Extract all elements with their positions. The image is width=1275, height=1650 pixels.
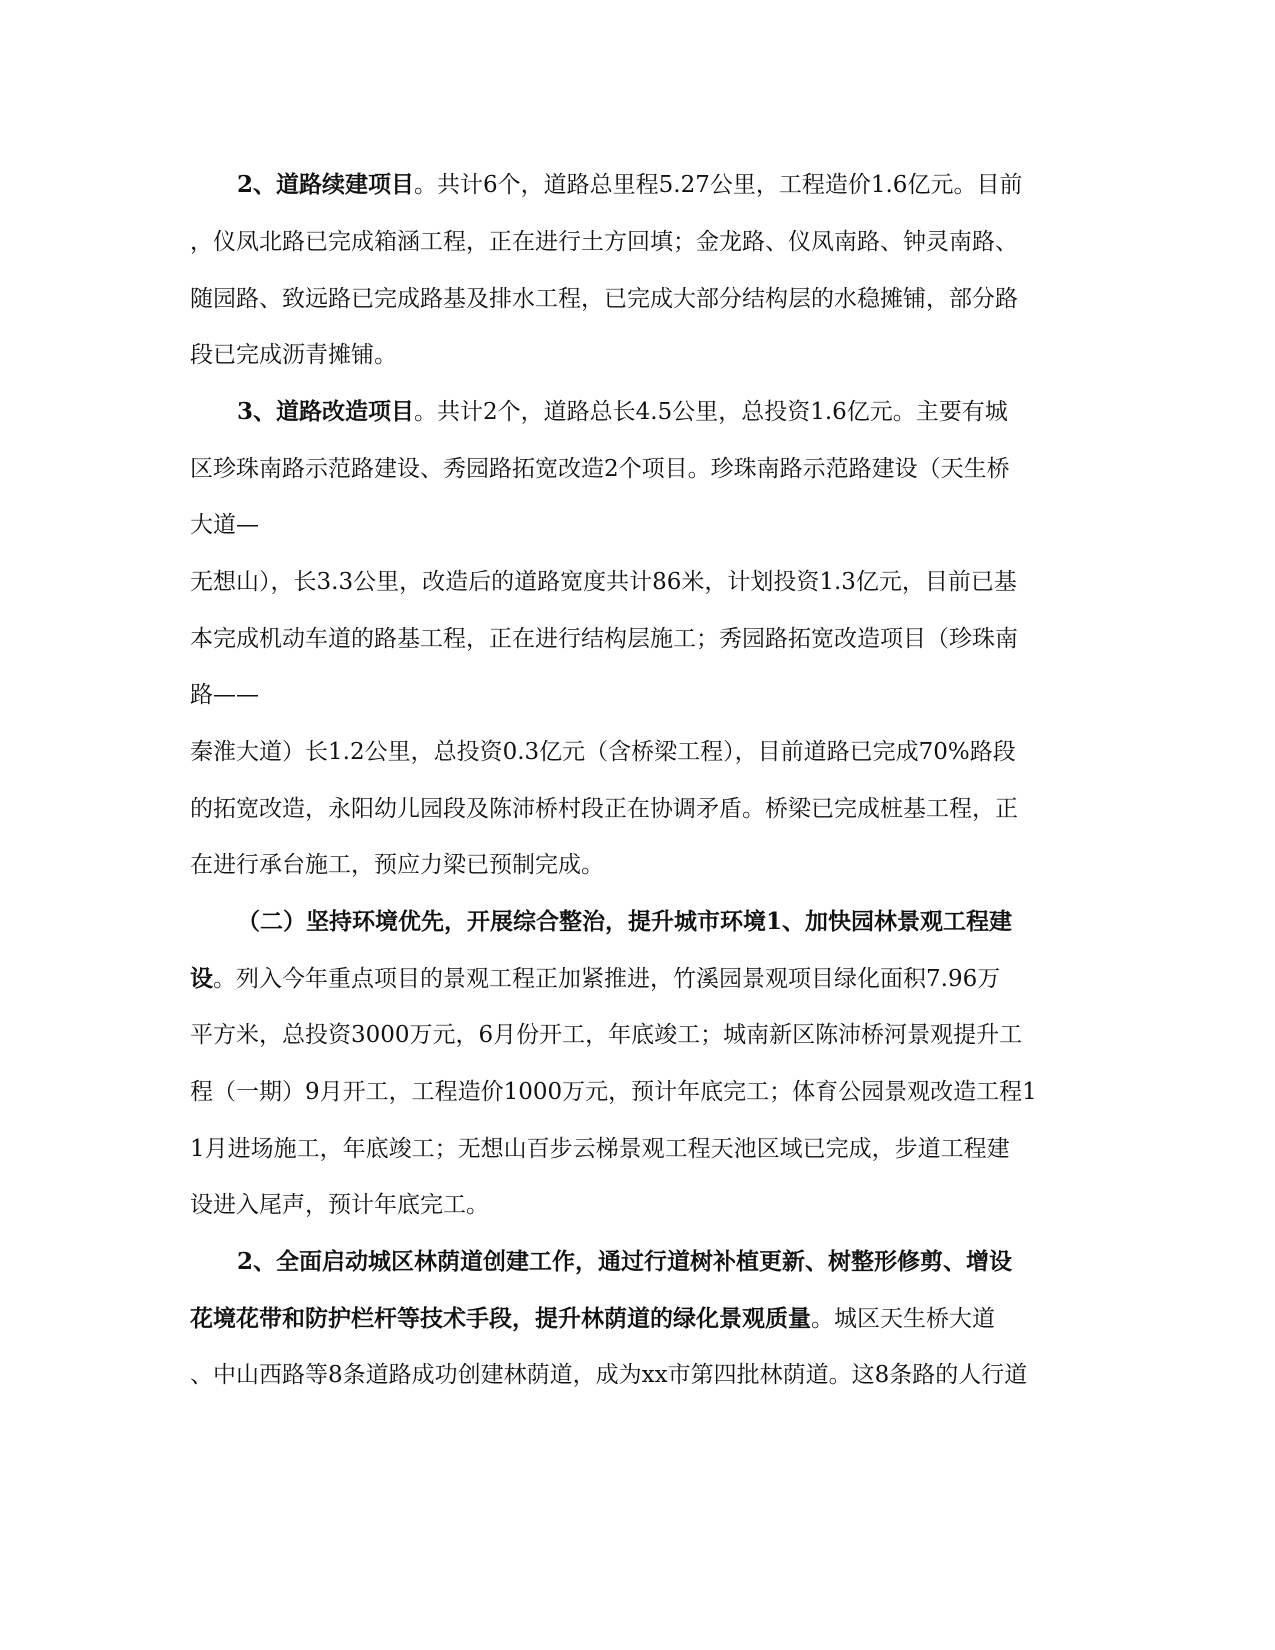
- p1-line-3: 随园路、致远路已完成路基及排水工程，已完成大部分结构层的水稳摊铺，部分路: [190, 286, 1018, 312]
- p2-line-6: 路——: [190, 682, 259, 708]
- p1-line-1: [190, 170, 1090, 200]
- p4-line-2: 、中山西路等8条道路成功创建林荫道，成为xx市第四批林荫道。这8条路的人行道: [190, 1362, 1028, 1388]
- p3-line-3: 程（一期）9月开工，工程造价1000万元，预计年底完工；体育公园景观改造工程1: [190, 1079, 1037, 1105]
- p2-line-9: 在进行承台施工，预应力梁已预制完成。: [190, 852, 604, 878]
- p4-heading-line-1-text: 2、全面启动城区林荫道创建工作，通过行道树补植更新、树整形修剪、增设: [237, 1248, 1013, 1275]
- p4-line-1: [190, 1304, 1090, 1334]
- p4-line-1-text: 。城区天生桥大道: [811, 1306, 995, 1332]
- p2-line-8: 的拓宽改造，永阳幼儿园段及陈沛桥村段正在协调矛盾。桥梁已完成桩基工程，正: [190, 796, 1018, 822]
- p2-line-1-text: 。共计2个，道路总长4.5公里，总投资1.6亿元。主要有城: [414, 399, 1008, 425]
- p2-line-1: [190, 397, 1090, 427]
- p3-heading-line-2: 设: [190, 965, 213, 992]
- p3-line-1: [190, 964, 1090, 994]
- p3-line-1-text: 。列入今年重点项目的景观工程正加紧推进，竹溪园景观项目绿化面积7.96万: [213, 966, 1001, 992]
- p2-heading: 3、道路改造项目: [237, 398, 415, 425]
- p2-line-3: 大道—: [190, 512, 259, 538]
- p1-line-4: 段已完成沥青摊铺。: [190, 342, 397, 368]
- p4-heading-line-1: [190, 1247, 1090, 1277]
- p3-line-5: 设进入尾声，预计年底完工。: [190, 1192, 489, 1218]
- p3-heading-line-1: [190, 907, 1090, 937]
- p2-line-4: 无想山），长3.3公里，改造后的道路宽度共计86米，计划投资1.3亿元，目前已基: [190, 569, 1017, 595]
- p2-line-2: 区珍珠南路示范路建设、秀园路拓宽改造2个项目。珍珠南路示范路建设（天生桥: [190, 456, 1010, 482]
- p2-line-7: 秦淮大道）长1.2公里，总投资0.3亿元（含桥梁工程），目前道路已完成70%路段: [190, 739, 1016, 765]
- p3-heading-line-1-text: （二）坚持环境优先，开展综合整治，提升城市环境1、加快园林景观工程建: [237, 908, 1013, 935]
- p1-line-2: ，仪凤北路已完成箱涵工程，正在进行土方回填；金龙路、仪凤南路、钟灵南路、: [190, 229, 1018, 255]
- p1-line-1-text: 。共计6个，道路总里程5.27公里，工程造价1.6亿元。目前: [414, 172, 1023, 198]
- p3-line-2: 平方米，总投资3000万元，6月份开工，年底竣工；城南新区陈沛桥河景观提升工: [190, 1022, 1023, 1048]
- p3-line-4: 1月进场施工，年底竣工；无想山百步云梯景观工程天池区域已完成，步道工程建: [190, 1136, 1010, 1162]
- p2-line-5: 本完成机动车道的路基工程，正在进行结构层施工；秀园路拓宽改造项目（珍珠南: [190, 626, 1018, 652]
- p4-heading-line-2: 花境花带和防护栏杆等技术手段，提升林荫道的绿化景观质量: [190, 1305, 811, 1332]
- p1-heading: 2、道路续建项目: [237, 171, 415, 198]
